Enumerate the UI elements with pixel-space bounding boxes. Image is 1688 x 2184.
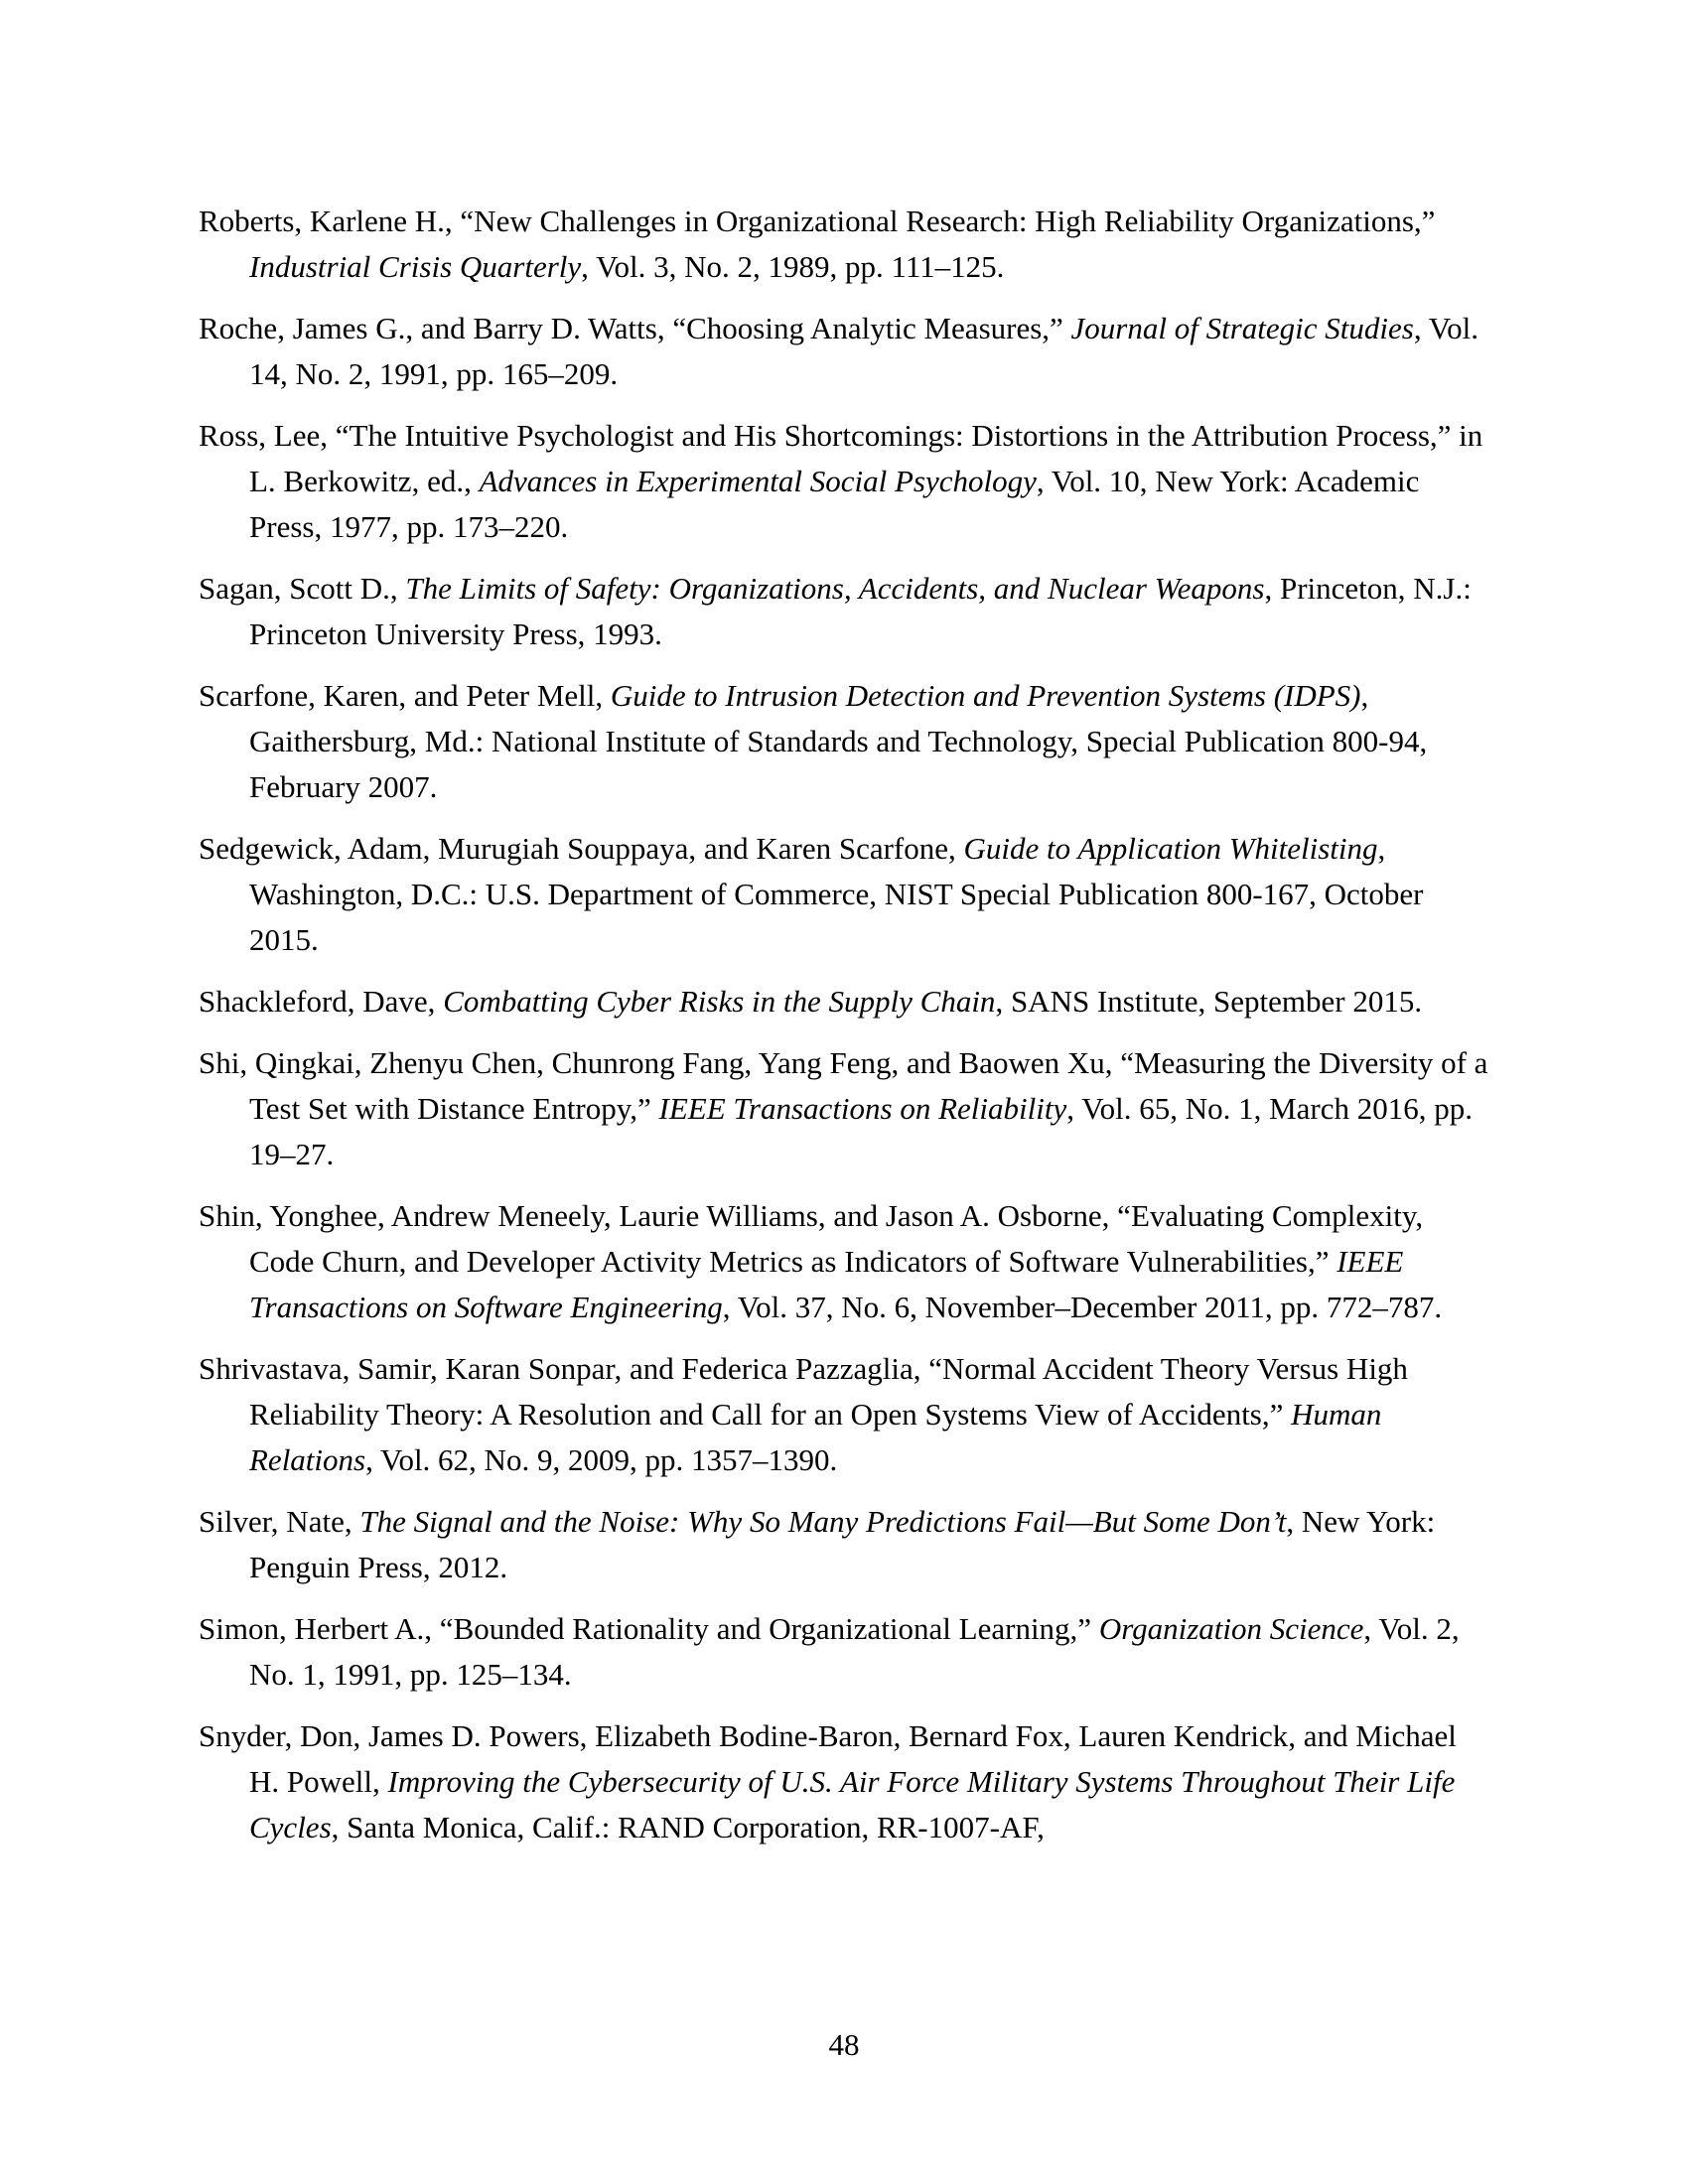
reference-text: , Vol. 65, No. 1, March 2016, pp. 19–27. xyxy=(249,1091,1473,1171)
reference-text: , Washington, D.C.: U.S. Department of Commerce, NIST Special Publication 800-167, October 2015. xyxy=(249,831,1424,957)
reference-text: Shin, Yonghee, Andrew Meneely, Laurie Williams, and Jason A. Osborne, “Evaluating Complexity, Code Churn, and Developer Activity Metrics as Indicators of Software Vulnerabilities,” xyxy=(199,1198,1424,1279)
reference-title: Industrial Crisis Quarterly xyxy=(249,249,582,284)
reference-title: The Limits of Safety: Organizations, Accidents, and Nuclear Weapons xyxy=(405,571,1265,606)
reference-text: , Vol. 2, No. 1, 1991, pp. 125–134. xyxy=(249,1611,1460,1692)
reference-entry xyxy=(199,1606,1489,1698)
reference-text: , New York: Penguin Press, 2012. xyxy=(249,1504,1436,1584)
reference-title: Guide to Intrusion Detection and Prevention Systems (IDPS) xyxy=(610,678,1361,713)
reference-text: , Vol. 62, No. 9, 2009, pp. 1357–1390. xyxy=(365,1442,838,1477)
reference-text: Shi, Qingkai, Zhenyu Chen, Chunrong Fang, Yang Feng, and Baowen Xu, “Measuring the Diversity of a Test Set with Distance Entropy,” xyxy=(199,1045,1488,1126)
reference-title: Advances in Experimental Social Psychology xyxy=(479,464,1037,498)
reference-text: , Vol. 3, No. 2, 1989, pp. 111–125. xyxy=(581,249,1005,284)
reference-entry xyxy=(199,199,1489,290)
reference-text: Scarfone, Karen, and Peter Mell, xyxy=(199,678,611,713)
reference-text: , Princeton, N.J.: Princeton University Press, 1993. xyxy=(249,571,1472,651)
reference-title: Organization Science xyxy=(1098,1611,1364,1646)
reference-text: Ross, Lee, “The Intuitive Psychologist and His Shortcomings: Distortions in the Attribution Process,” in L. Berkowitz, ed., xyxy=(199,418,1483,498)
reference-entry xyxy=(199,979,1489,1024)
reference-title: Combatting Cyber Risks in the Supply Chain xyxy=(443,984,996,1019)
reference-title: Human Relations xyxy=(249,1397,1382,1477)
reference-title: Guide to Application Whitelisting xyxy=(963,831,1378,866)
reference-text: Roche, James G., and Barry D. Watts, “Choosing Analytic Measures,” xyxy=(199,311,1071,345)
reference-entry xyxy=(199,1713,1489,1850)
reference-entry xyxy=(199,826,1489,963)
reference-text: Shackleford, Dave, xyxy=(199,984,444,1019)
reference-entry xyxy=(199,1040,1489,1177)
reference-text: Silver, Nate, xyxy=(199,1504,360,1539)
reference-entry xyxy=(199,673,1489,810)
reference-title: Improving the Cybersecurity of U.S. Air Force Military Systems Throughout Their Life Cycles xyxy=(249,1764,1456,1844)
reference-title: The Signal and the Noise: Why So Many Predictions Fail—But Some Don’t xyxy=(359,1504,1287,1539)
reference-entry xyxy=(199,1193,1489,1330)
reference-title: IEEE Transactions on Software Engineering xyxy=(249,1244,1404,1324)
reference-entry xyxy=(199,1499,1489,1590)
reference-text: Roberts, Karlene H., “New Challenges in Organizational Research: High Reliability Organizations,” xyxy=(199,204,1436,238)
reference-text: Sedgewick, Adam, Murugiah Souppaya, and Karen Scarfone, xyxy=(199,831,964,866)
reference-entry xyxy=(199,1346,1489,1483)
reference-text: Snyder, Don, James D. Powers, Elizabeth Bodine-Baron, Bernard Fox, Lauren Kendrick, and Michael H. Powell, xyxy=(199,1718,1457,1799)
reference-text: Shrivastava, Samir, Karan Sonpar, and Federica Pazzaglia, “Normal Accident Theory Versus High Reliability Theory: A Resolution and Call for an Open Systems View of Accidents,” xyxy=(199,1351,1408,1432)
reference-text: , Vol. 37, No. 6, November–December 2011, pp. 772–787. xyxy=(722,1290,1443,1324)
page-number: 48 xyxy=(828,2027,860,2062)
reference-text: Sagan, Scott D., xyxy=(199,571,406,606)
reference-text: , Vol. 10, New York: Academic Press, 1977, pp. 173–220. xyxy=(249,464,1420,544)
reference-text: , Vol. 14, No. 2, 1991, pp. 165–209. xyxy=(249,311,1479,391)
reference-entry xyxy=(199,566,1489,657)
reference-text: , Gaithersburg, Md.: National Institute of Standards and Technology, Special Publication 800-94, February 2007. xyxy=(249,678,1428,804)
reference-text: Simon, Herbert A., “Bounded Rationality and Organizational Learning,” xyxy=(199,1611,1099,1646)
reference-text: , Santa Monica, Calif.: RAND Corporation, RR-1007-AF, xyxy=(331,1810,1045,1844)
reference-entry xyxy=(199,413,1489,550)
reference-entry xyxy=(199,306,1489,397)
reference-list xyxy=(199,199,1489,1866)
reference-title: IEEE Transactions on Reliability xyxy=(658,1091,1067,1126)
reference-title: Journal of Strategic Studies xyxy=(1070,311,1414,345)
reference-text: , SANS Institute, September 2015. xyxy=(995,984,1423,1019)
